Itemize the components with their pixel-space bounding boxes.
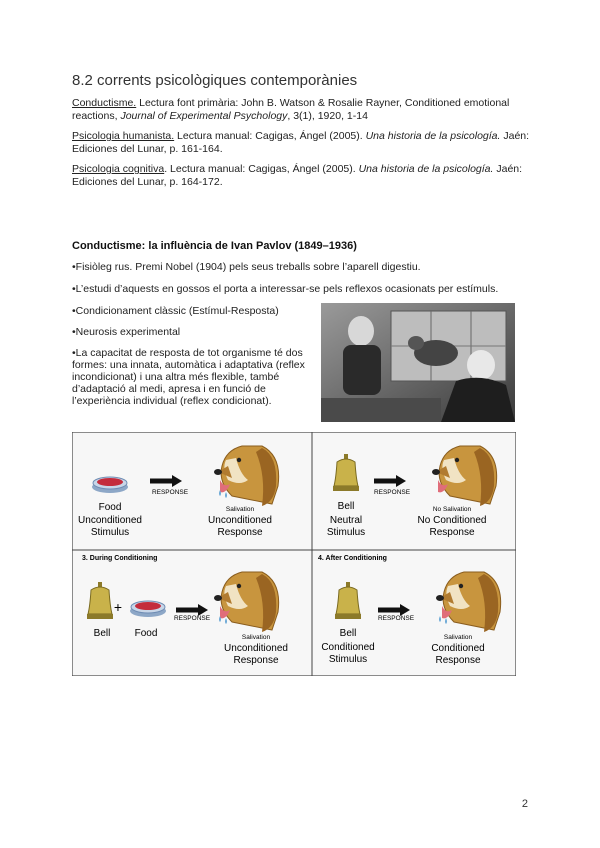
food-label: Food [134,628,158,639]
ref-tail: , 3(1), 1920, 1-14 [287,109,368,122]
ref-journal: Journal of Experimental Psychology [120,109,288,122]
no-salivation-label: No Salivation [432,506,472,513]
section-heading: Conductisme: la influència de Ivan Pavlov (1849–1936) [72,240,357,252]
stimulus-label: Unconditioned Stimulus [78,515,142,538]
page-title: 8.2 corrents psicològiques contemporànies [72,72,358,89]
ref-book: Una historia de la psicología. [365,130,501,142]
stimulus-label: Neutral Stimulus [326,515,366,538]
food-dish-icon [92,477,128,493]
response-type-label: Unconditioned Response [208,515,272,538]
ref-heading[interactable]: Psicologia humanista. [72,130,175,142]
ref-text: Lectura font primària: John B. Watson & Rosalie Rayner, Conditioned emotional reactions, [72,97,510,122]
response-label: RESPONSE [173,615,211,622]
pavlov-lab-photo [321,303,515,422]
salivation-label: Salivation [241,634,271,641]
panel-heading: 3. During Conditioning [82,555,158,562]
salivation-label: Salivation [225,506,255,513]
bullet-item: •Fisiòleg rus. Premi Nobel (1904) pels seus treballs sobre l’aparell digestiu. [72,261,421,273]
reference-cognitiva [72,163,542,188]
food-dish-icon [130,601,166,617]
stimulus-label: Conditioned Stimulus [321,642,375,665]
ref-text: Lectura manual: Cagigas, Ángel (2005). [174,130,366,142]
response-label: RESPONSE [377,615,415,622]
bell-label: Bell [337,501,355,512]
bell-label: Bell [339,628,357,639]
bullet-item: •Neurosis experimental [72,326,181,338]
ref-text: . Lectura manual: Cagigas, Ángel (2005). [164,163,359,175]
page-number: 2 [521,798,528,810]
response-type-label: Unconditioned Response [224,643,288,666]
bullet-item: •Condicionament clàssic (Estímul-Resposta) [72,305,279,317]
response-label: RESPONSE [373,489,411,496]
panel-heading: 4. After Conditioning [318,555,387,562]
ref-tail: Jaén: Ediciones del Lunar, p. 164-172. [72,163,523,188]
food-label: Food [98,502,122,513]
salivation-label: Salivation [443,634,473,641]
response-type-label: Conditioned Response [431,643,485,666]
bullet-item: •La capacitat de resposta de tot organisme té dos formes: una innata, automàtica i adaptativa (reflex incondicionat) i una altra més flexible, també d’adaptació al medi, apresa i en funció de l’experiència individual (reflex condicionat). [72,347,305,407]
reference-humanista [72,130,542,155]
bell-label: Bell [93,628,111,639]
reference-conductisme [72,97,542,122]
pavlov-conditioning-diagram [72,432,516,676]
ref-heading[interactable]: Conductisme. [72,97,137,109]
ref-heading[interactable]: Psicologia cognitiva [72,163,165,175]
plus-sign: + [113,599,123,615]
ref-book: Una historia de la psicología. [358,163,494,175]
response-type-label: No Conditioned Response [417,515,487,538]
response-label: RESPONSE [151,489,189,496]
bullet-item: •L’estudi d’aquests en gossos el porta a interessar-se pels reflexos ocasionats per estímuls. [72,283,499,295]
ref-tail: Jaén: Ediciones del Lunar, p. 161-164. [72,130,530,155]
